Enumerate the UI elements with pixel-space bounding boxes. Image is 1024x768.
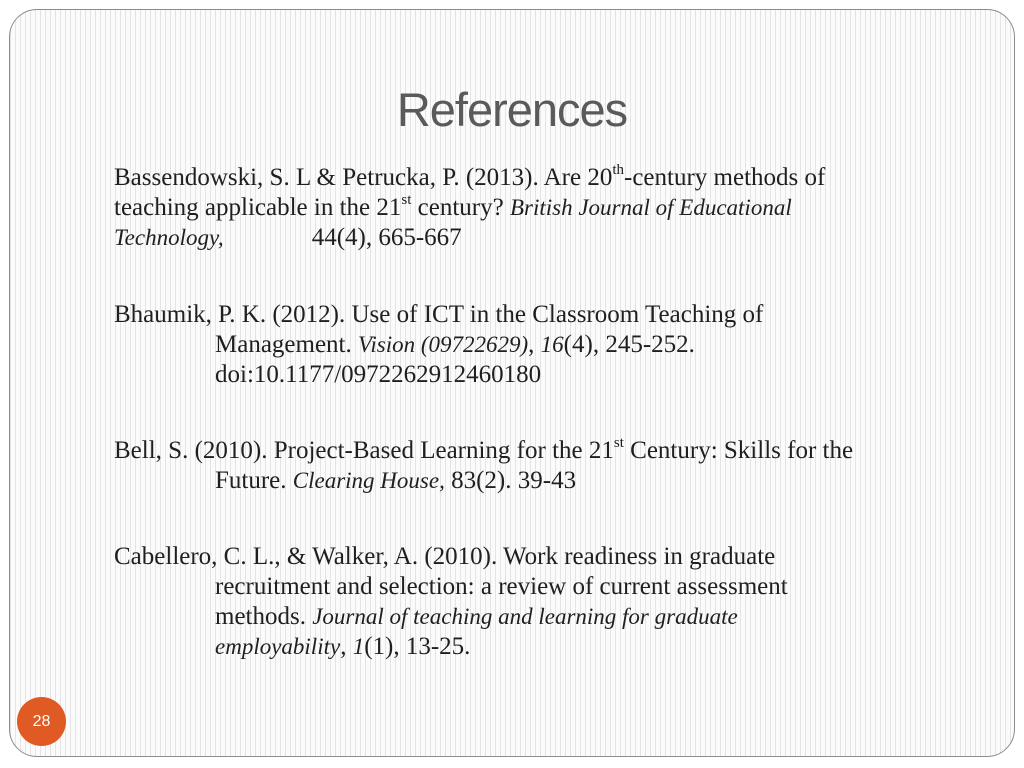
reference-bell [114,436,964,496]
reference-line [114,163,964,193]
journal-title: Journal of teaching and learning for graduate [312,604,738,629]
reference-text: Bassendowski, S. L & Petrucka, P. (2013). Are 20 [114,164,613,191]
reference-text: recruitment and selection: a review of current assessment [215,573,788,600]
reference-line [114,572,964,602]
journal-title: employability [215,634,341,659]
superscript: st [401,191,412,208]
reference-text: , [340,633,353,660]
reference-bhaumik [114,300,964,390]
page-number: 28 [32,712,51,730]
reference-line [114,223,964,253]
reference-text: -century methods of [624,164,826,191]
superscript: th [612,161,625,178]
reference-text: Bhaumik, P. K. (2012). Use of ICT in the Classroom Teaching of [114,301,764,328]
reference-text: methods. [215,603,313,630]
reference-bassendowski [114,163,964,253]
reference-text: Century: Skills for the [623,437,854,464]
reference-cabellero [114,542,964,662]
reference-text: century? [411,194,510,221]
reference-doi: doi:10.1177/0972262912460180 [215,361,542,388]
reference-line [114,300,964,330]
journal-title: British Journal of Educational [509,195,792,220]
journal-title: Technology, [114,225,224,250]
page-number-badge [17,697,66,746]
reference-line [114,193,964,223]
reference-line [114,542,964,572]
slide-title: References [396,83,628,136]
reference-line [114,602,964,632]
reference-text: (4), 245-252. [563,331,695,358]
journal-volume: 16 [540,332,564,357]
reference-line [114,330,964,360]
reference-line [114,632,964,662]
reference-text: Cabellero, C. L., & Walker, A. (2010). Work readiness in graduate [114,543,776,570]
reference-text: , [528,331,541,358]
reference-text: (1), 13-25. [364,633,471,660]
reference-volume: 44(4), 665-667 [311,224,462,251]
reference-text: Bell, S. (2010). Project-Based Learning for the 21 [114,437,614,464]
journal-title: Vision (09722629) [358,332,529,357]
reference-list [114,163,964,662]
reference-line [114,436,964,466]
journal-volume: 1 [352,634,365,659]
reference-text: teaching applicable in the 21 [114,194,402,221]
journal-title: Clearing House, [292,468,445,493]
reference-text: 83(2). 39-43 [444,467,577,494]
reference-text: Future. [215,467,293,494]
superscript: st [613,434,624,451]
reference-line [114,360,964,390]
reference-line [114,466,964,496]
reference-text: Management. [215,331,359,358]
